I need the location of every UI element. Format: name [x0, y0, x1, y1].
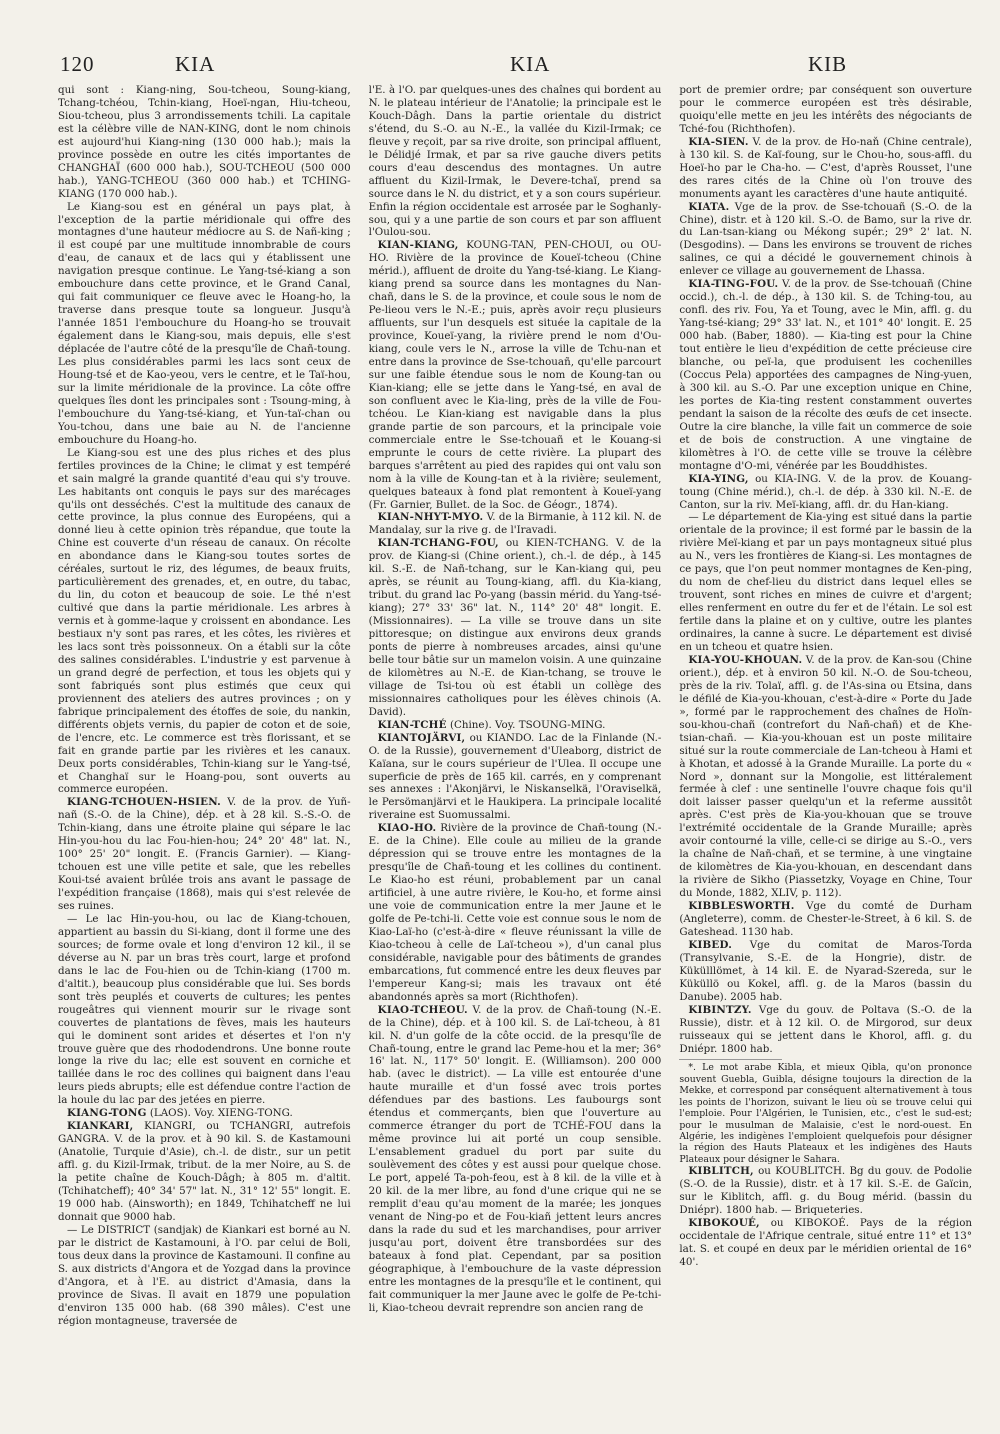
column-2	[369, 84, 662, 1404]
entry	[58, 1107, 351, 1120]
entry	[679, 1217, 972, 1269]
entry-text: Vge de la prov. de Sse-tchouañ (S.-O. de la Chine), distr. et à 120 kil. S.-O. de Bamo, sur la rive dr. du Lan-tsan-kiang ou Mékong supér.; 29° 2' lat. N. (Desgodins). — Dans les environs se trouvent de riches salines, ce qui a décidé le gouvernement chinois à enlever ce village au gouvernement de Lhassa.	[679, 200, 973, 278]
running-head-right: KIB	[808, 52, 848, 76]
entry-text: ou KIANDO. Lac de la Finlande (N.-O. de la Russie), gouvernement d'Uleaborg, district de Kaïana, sur le cours supérieur de l'Ulea. Il occupe une superficie de près de 165 kil. carrés, en y comprenant ses annexes : l'Akonjärvi, le Niskanselkä, l'Oraviselkä, le Persömanjärvi et le Haukipera. La principale localité riveraine est Suomussalmi.	[368, 731, 662, 822]
entry-headword: KIAO-TCHEOU.	[377, 1003, 468, 1016]
entry	[369, 732, 662, 823]
entry	[369, 239, 662, 511]
paragraph: l'E. à l'O. par quelques-unes des chaînes qui bordent au N. le plateau intérieur de l'Anatolie; la principale est le Kouch-Dâgh. Dans la partie orientale du district s'étend, du S.-O. au N.-E., la vallée du Kizil-Irmak; ce fleuve y reçoit, par sa rive droite, son principal affluent, le Délidjé Irmak, et par sa rive gauche divers petits cours d'eau descendus des montagnes. Un autre affluent du Kizil-Irmak, le Devere-tchaï, prend sa source dans le N. du district, et y a son cours supérieur. Enfin la région occidentale est arrosée par le Soghanly-sou, qui y a une partie de son cours et par son affluent l'Oulou-sou.	[368, 84, 662, 239]
entry	[679, 473, 972, 512]
entry-headword: KIATA.	[688, 200, 730, 213]
entry-headword: KIANG-TONG	[67, 1107, 147, 1120]
entry-headword: KIBED.	[688, 938, 733, 951]
column-3	[679, 84, 972, 1404]
entry	[369, 1004, 662, 1315]
entry-text: ou KIA-ING. V. de la prov. de Kouang-toung (Chine mérid.), ch.-l. de dép. à 330 kil. N.-E. de Canton, sur la riv. Meï-kiang, affl. dr. du Han-kiang.	[679, 472, 973, 511]
paragraph: port de premier ordre; par conséquent son ouverture pour le commerce européen est très désirable, quoiqu'elle mette en jeu les intérêts des négociants de Tché-fou (Richthofen).	[679, 84, 973, 135]
entry	[369, 511, 662, 537]
entry-headword: KIBINTZY.	[688, 1003, 752, 1016]
column-1	[58, 84, 351, 1404]
entry-text: V. de la prov. de Kan-sou (Chine orient.), dép. et à environ 50 kil. N.-O. de Sou-tcheou, près de la riv. Tolaï, affl. g. de l'As-sina ou Etsina, dans le défilé de Kia-you-khouan, c'est-à-dire « Porte du Jade », formé par le rapprochement des chaînes de Hoïn-sou-khou-chañ (contrefort du Nañ-chañ) et de Khe-tsian-chañ. — Kia-you-khouan est un poste militaire situé sur la route commerciale de Lan-tcheou à Hami et à Khotan, et adossé à la Grande Muraille. La porte du « Nord », donnant sur la Mongolie, est littéralement fermée à clef : une sentinelle l'ouvre chaque fois qu'il doit laisser passer quelqu'un et la referme aussitôt après. C'est près de Kia-you-khouan que se trouve l'extrémité occidentale de la Grande Muraille; après avoir contourné la ville, celle-ci se dirige au S.-O., vers la chaîne de Nañ-chañ, et se termine, à une vingtaine de kilomètres de Kia-you-khouan, en descendant dans la rivière de Sikho (Piassetzky, Voyage en Chine, Tour du Monde, 1882, XLIV, p. 112).	[679, 653, 973, 900]
paragraph: — Le lac Hin-you-hou, ou lac de Kiang-tchouen, appartient au bassin du Si-kiang, dont il forme une des sources; de forme ovale et long d'environ 12 kil., il se déverse au N. par un bras très court, large et profond dans le lac de Fou-hien ou de Tchin-kiang (1700 m. d'altit.), beaucoup plus considérable que lui. Ses bords sont très peuplés et couverts de cultures; les pentes rougeâtres qui viennent mourir sur le rivage sont couvertes de plantations de fèves, mais les hauteurs qui le dominent sont arides et désertes et l'on n'y trouve guère que des rhododendrons. Une bonne route longe la rive du lac; elle est souvent en corniche et taillée dans le roc des collines qui baignent dans l'eau leurs pieds abrupts; elle est défendue contre l'action de la houle du lac par des jetées en pierre.	[58, 913, 351, 1107]
entry	[369, 822, 662, 1003]
entry-headword: KIAN-NHYT-MYO.	[377, 511, 484, 524]
entry-text: ou KIEN-TCHANG. V. de la prov. de Kiang-si (Chine orient.), ch.-l. de dép., à 145 kil. S.-E. de Nañ-tchang, sur le Kan-kiang qui, peu après, se réunit au Toung-kiang, affl. du Kia-kiang, tribut. du grand lac Po-yang (bassin mérid. du Yang-tsé-kiang); 27° 33' 36" lat. N., 114° 20' 48" longit. E. (Missionnaires). — La ville se trouve dans un site pittoresque; on distingue aux environs deux grands ponts de pierre à nombreuses arcades, ainsi qu'une belle tour bâtie sur un mamelon voisin. A une quinzaine de kilomètres au N.-E. de Kian-tchang, se trouve le village de Tsi-tou où est établi un collège des missionnaires catholiques pour les élèves chinois (A. David).	[368, 537, 662, 718]
entry-text: (Chine). Voy. TSOUNG-MING.	[449, 718, 606, 731]
entry-text: KOUNG-TAN, PEN-CHOUI, ou OU-HO. Rivière de la province de Koueï-tcheou (Chine mérid.), affluent de droite du Yang-tsé-kiang. Le Kiang-kiang prend sa source dans les montagnes du Nan-chañ, dans le S. de la province, et coule sous le nom de Pe-lieou vers le N.-E.; puis, après avoir reçu plusieurs affluents, sur l'un desquels est située la capitale de la province, Koueï-yang, la rivière prend le nom d'Ou-kiang, coule vers le N., arrose la ville de Tchu-nan et entre dans la province de Sse-tchouañ, qu'elle parcourt sur une faible étendue sous le nom de Koung-tan ou Kian-kiang; elle se jette dans le Yang-tsé, en aval de son confluent avec le Kia-ling, près de la ville de Fou-tchéou. Le Kian-kiang est navigable dans la plus grande partie de son parcours, et la principale voie commerciale entre le Sse-tchouañ et le Kouang-si emprunte le cours de cette rivière. La plupart des barques s'arrêtent au pied des rapides qui ont valu son nom à la ville de Koung-tan et à la rivière; seulement, quelques bateaux à fond plat remontent à Koueï-yang (Fr. Garnier, Bullet. de la Soc. de Géogr., 1874).	[368, 239, 662, 511]
entry-text: Vge du comté de Durham (Angleterre), comm. de Chester-le-Street, à 6 kil. S. de Gateshead. 1130 hab.	[679, 900, 973, 938]
entry	[58, 796, 351, 913]
running-head-center: KIA	[510, 52, 551, 76]
paragraph: Le Kiang-sou est en général un pays plat, à l'exception de la partie méridionale qui offre des montagnes d'une hauteur médiocre au S. de Nañ-king ; il est coupé par une multitude innombrable de cours d'eau, de canaux et de lacs qui y établissent une navigation presque continue. Le Yang-tsé-kiang a son embouchure dans cette province, et le Grand Canal, qui fait communiquer ce fleuve avec le Hoang-ho, la traverse dans presque toute sa longueur. Jusqu'à l'année 1851 l'embouchure du Hoang-ho se trouvait également dans le Kiang-sou, mais depuis, elle s'est déplacée de l'autre côté de la presqu'île de Chañ-toung. Les plus considérables parmi les lacs sont ceux de Houng-tsé et de Kao-yeou, vers le centre, et le Taï-hou, sur la limite méridionale de la province. La côte offre quelques îles dont les principales sont : Tsoung-ming, à l'embouchure du Yang-tsé-kiang, et Yun-taï-chan ou You-tchou, dans une baie au N. de l'ancienne embouchure du Hoang-ho.	[58, 200, 351, 446]
paragraph: Le Kiang-sou est une des plus riches et des plus fertiles provinces de la Chine; le climat y est tempéré et sain malgré la grande quantité d'eau qui s'y trouve. Les habitants ont conquis le pays sur des marécages qu'ils ont desséchés. C'est la multitude des canaux de cette province, la plus connue des Européens, qui a donné lieu à cette opinion très répandue, que toute la Chine est couverte d'un réseau de canaux. On récolte en abondance dans le Kiang-sou toutes sortes de céréales, surtout le riz, des légumes, de beaux fruits, particulièrement des grenades, et, en outre, du tabac, du lin, du coton et beaucoup de soie. Le thé n'est cultivé que dans la partie méridionale. Les arbres à vernis et à gomme-laque y croissent en abondance. Les bestiaux n'y sont pas rares, et les côtes, les rivières et les lacs sont très poissonneux. On a établi sur la côte des salines considérables. L'industrie y est parvenue à un grand degré de perfection, et tous les objets qui y sont fabriqués sont plus estimés que ceux qui proviennent des ateliers des autres provinces ; on y fabrique principalement des étoffes de soie, du nankin, différents objets vernis, du papier de coton et de soie, de l'encre, etc. Le commerce est très florissant, et se fait en grande partie par les rivières et les canaux. Deux ports considérables, Tchin-kiang sur le Yang-tsé, et Changhaï sur le Hoang-pou, sont ouverts au commerce européen.	[58, 446, 351, 796]
entry-headword: KIBLITCH,	[688, 1165, 754, 1178]
entry-headword: KIA-SIEN.	[688, 135, 749, 148]
entry-text: V. de la prov. de Sse-tchouañ (Chine occid.), ch.-l. de dép., à 130 kil. S. de Tching-tou, au confl. des riv. Fou, Ya et Toung, avec le Min, affl. g. du Yang-tsé-kiang; 29° 33' lat. N., et 101° 40' longit. E. 25 000 hab. (Baber, 1880). — Kia-ting est pour la Chine tout entière le lieu d'expédition de cette précieuse cire blanche, ou peï-la, que produisent les cochenilles (Coccus Pela) apportées des campagnes de Ning-yuen, à 300 kil. au S.-O. Par une exception unique en Chine, les portes de Kia-ting restent constamment ouvertes pendant la saison de la récolte des œufs de cet insecte. Outre la cire blanche, la ville fait un commerce de soie et de bois de construction. A une vingtaine de kilomètres à l'O. de cette ville se trouve la célèbre montagne d'O-mi, vénérée par les Bouddhistes.	[679, 278, 973, 472]
entry	[679, 136, 972, 201]
entry-headword: KIANKARI,	[67, 1120, 134, 1133]
footnote-divider	[679, 1059, 781, 1060]
entry-text: Vge du comitat de Maros-Torda (Transylvanie, S.-E. de la Hongrie), distr. de Kükülllömet, à 14 kil. E. de Nyarad-Szereda, sur le Küküllö ou Kokel, affl. g. de la Maros (bassin du Danube). 2005 hab.	[679, 938, 973, 1003]
entry-headword: KIBBLESWORTH.	[688, 900, 795, 913]
entry	[679, 654, 972, 900]
paragraph: qui sont : Kiang-ning, Sou-tcheou, Soung-kiang, Tchang-tchéou, Tchin-kiang, Hoeï-ngan, Hiu-tcheou, Siou-tcheou, plus 3 arrondissements tchili. La capitale est la célèbre ville de NAN-KING, dont le nom chinois est aujourd'hui Kiang-ning (130 000 hab.); mais la province possède en outre les cités importantes de CHANGHAÏ (600 000 hab.), SOU-TCHEOU (500 000 hab.), YANG-TCHEOU (360 000 hab.) et TCHING-KIANG (170 000 hab.).	[58, 84, 351, 200]
page-number: 120	[60, 52, 95, 76]
entry-headword: KIBOKOUÉ,	[688, 1216, 760, 1229]
entry-text: KIANGRI, ou TCHANGRI, autrefois GANGRA. V. de la prov. et à 90 kil. S. de Kastamouni (Anatolie, Turquie d'Asie), ch.-l. de distr., sur un petit affl. g. du Kizil-Irmak, tribut. de la mer Noire, au S. de la petite chaîne de Kouch-Dâgh; à 805 m. d'altit. (Tchihatcheff); 40° 34' 57" lat. N., 31° 12' 55" longit. E. 19 000 hab. (Ainsworth); en 1849, Tchihatcheff ne lui donnait que 9000 hab.	[58, 1120, 351, 1223]
entry-headword: KIAN-KIANG,	[377, 239, 459, 252]
entry	[369, 537, 662, 718]
entry	[58, 1120, 351, 1224]
entry	[679, 201, 972, 279]
entry-headword: KIANTOJÄRVI,	[377, 731, 466, 744]
entry-headword: KIAO-HO.	[377, 822, 437, 835]
entry	[369, 719, 662, 732]
entry-text: ou KIBOKOÉ. Pays de la région occidentale de l'Afrique centrale, situé entre 11° et 13° lat. S. et coupé en deux par le méridien oriental de 16° 40'.	[679, 1216, 973, 1268]
entry-headword: KIA-YING,	[688, 472, 749, 485]
entry	[679, 278, 972, 472]
entry-text: V. de la prov. de Ho-naň (Chine centrale), à 130 kil. S. de Kaï-foung, sur le Chou-ho, sous-affl. du Hoeï-ho par le Cha-ho. — C'est, d'après Rousset, l'une des rares cités de la Chine où l'on trouve des monuments ayant les caractères d'une haute antiquité.	[679, 135, 973, 200]
entry-text: V. de la Birmanie, à 112 kil. N. de Mandalay, sur la rive g. de l'Iravadi.	[368, 511, 662, 537]
entry-text: (LAOS). Voy. XIENG-TONG.	[149, 1107, 293, 1120]
entry	[679, 1165, 972, 1217]
text-columns	[58, 84, 972, 1404]
running-head-left: KIA	[175, 52, 216, 76]
entry-text: Rivière de la province de Chañ-toung (N.-E. de la Chine). Elle coule au milieu de la grande dépression qui se trouve entre les montagnes de la presqu'île de Chañ-toung et les collines du continent. Le Kiao-ho est réuni, probablement par un canal artificiel, à une autre rivière, le Kou-ho, et forme ainsi une voie de communication entre la mer Jaune et le golfe de Pe-tchi-li. Cette voie est connue sous le nom de Kiao-Laï-ho (c'est-à-dire « fleuve réunissant la ville de Kiao-tcheou à celle de Laï-tcheou »), d'un canal plus considérable, navigable pour des bâtiments de grandes embarcations, fut commencé entre les deux fleuves par l'empereur Kang-si; mais les travaux ont été abandonnés après sa mort (Richthofen).	[368, 822, 662, 1003]
entry-text: V. de la prov. de Yuñ-nañ (S.-O. de la Chine), dép. et à 28 kil. S.-S.-O. de Tchin-kiang, dans une étroite plaine qui sépare le lac Hin-you-hou du lac Fou-hien-hou; 24° 20' 48" lat. N., 100° 25' 20" longit. E. (Francis Garnier). — Kiang-tchouen est une ville petite et sale, que les rebelles Koui-tsé avaient brûlée trois ans avant le passage de l'expédition française (1868), mais qui s'est relevée de ses ruines.	[58, 796, 351, 913]
entry-headword: KIAN-TCHÉ	[377, 718, 447, 731]
footnote: *. Le mot arabe Kibla, et mieux Qibla, qu'on prononce souvent Guebla, Guibla, désigne toujours la direction de la Mekke, et correspond par conséquent alternativement à tous les points de l'horizon, suivant le lieu où se trouve celui qui l'emploie. Pour l'Algérien, le Tunisien, etc., c'est le sud-est; pour le musulman de Malaisie, c'est le nord-ouest. En Algérie, les indigènes l'emploient quelquefois pour désigner la région des Hauts Plateaux et les indigènes des Hauts Plateaux pour désigner le Sahara.	[679, 1062, 973, 1165]
entry-headword: KIA-TING-FOU.	[688, 278, 779, 291]
entry-headword: KIANG-TCHOUEN-HSIEN.	[67, 796, 221, 809]
entry-text: Vge du gouv. de Poltava (S.-O. de la Russie), distr. et à 12 kil. O. de Mirgorod, sur deux ruisseaux qui se jettent dans le Khorol, affl. g. du Dniépr. 1800 hab.	[679, 1003, 973, 1055]
entry-text: V. de la prov. de Chañ-toung (N.-E. de la Chine), dép. et à 100 kil. S. de Laï-tcheou, à 81 kil. N. d'un golfe de la côte occid. de la presqu'île de Chañ-toung, entre le grand lac Peme-hou et la mer; 36° 16' lat. N., 117° 50' longit. E. (Williamson). 200 000 hab. (avec le district). — La ville est entourée d'une haute muraille et d'un fossé avec trois portes défendues par des bastions. Les faubourgs sont étendus et commerçants, bien que l'ouverture au commerce étranger du port de TCHÉ-FOU dans la même province lui ait porté un coup sensible. L'ensablement graduel du port par suite du soulèvement des côtes y est aussi pour quelque chose. Le port, appelé Ta-poh-feou, est à 8 kil. de la ville et à 20 kil. de la mer libre, au fond d'une crique qui ne se remplit d'eau qu'au moment de la marée; les jonques venant de Ning-po et de Fou-kiañ jettent leurs ancres dans la rade du sud et les marchandises, pour arriver jusqu'au port, doivent être transbordées sur des bateaux à fond plat. Cependant, par sa position géographique, à l'embouchure de la vaste dépression entre les montagnes de la presqu'île et le continent, qui fait communiquer la mer Jaune avec le golfe de Pe-tchi-li, Kiao-tcheou devrait reprendre son ancien rang de	[368, 1003, 662, 1314]
entry-headword: KIAN-TCHANG-FOU,	[377, 537, 499, 550]
entry	[679, 939, 972, 1004]
entry-text: ou KOUBLITCH. Bg du gouv. de Podolie (S.-O. de la Russie), distr. et à 17 kil. S.-E. de Gaïcin, sur le Kiblitch, affl. g. du Boug mérid. (bassin du Dniépr). 1800 hab. — Briqueteries.	[679, 1165, 973, 1216]
entry-headword: KIA-YOU-KHOUAN.	[688, 653, 803, 666]
paragraph: — Le DISTRICT (sandjak) de Kiankari est borné au N. par le district de Kastamouni, à l'O. par celui de Boli, tous deux dans la province de Kastamouni. Il confine au S. aux districts d'Angora et de Yozgad dans la province d'Angora, et à l'E. au district d'Amasia, dans la province de Sivas. Il avait en 1879 une population d'environ 135 000 hab. (68 390 mâles). C'est une région montagneuse, traversée de	[58, 1223, 351, 1327]
entry	[679, 1004, 972, 1056]
entry	[679, 900, 972, 939]
paragraph: — Le département de Kia-ying est situé dans la partie orientale de la province; il est formé par le bassin de la rivière Meï-kiang et par un pays montagneux situé plus au N., vers les frontières de Kiang-si. Les montagnes de ce pays, que l'on peut nommer montagnes de Ken-ping, du nom de chef-lieu du district dans lequel elles se trouvent, sont riches en mines de cuivre et d'argent; elles renferment en outre du fer et de l'étain. Le sol est fertile dans la plaine et on y cultive, outre les plantes ordinaires, la canne à sucre. Le département est divisé en un tcheou et quatre hsien.	[679, 511, 973, 653]
